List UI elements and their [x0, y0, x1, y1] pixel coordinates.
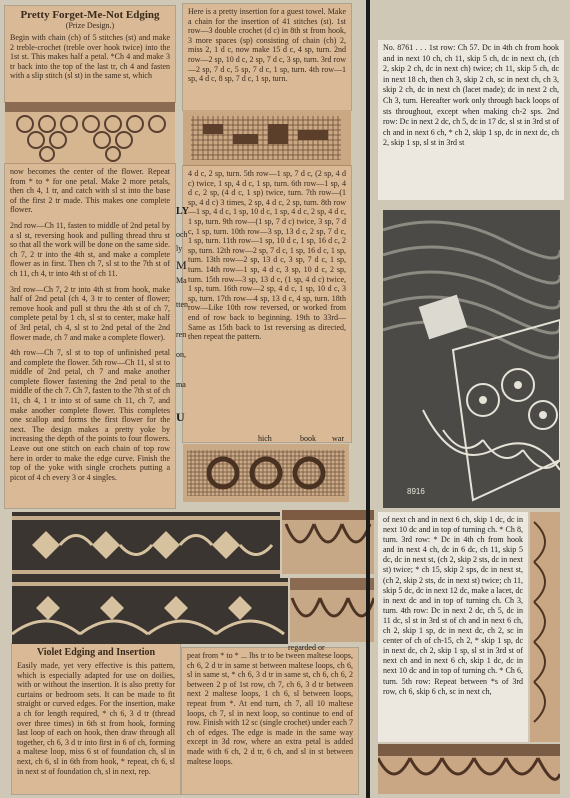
filet-rows-body: 4 d c, 2 sp, turn. 5th row—1 sp, 7 d c, (2 sp, 4 d c) twice, 1 sp, 4 d c, 1 sp, turn. 6th row—1 sp, 4 d c, 2 sp, (4 d c, 1 sp) twice, turn. 7th row—(1 sp, 4 d c) 3 times, 2 sp, 4 d c, 2 sp, turn. 8th row—1 sp, 4 d c, 1 sp, 10 d c, 1 sp, 4 d c, 2 sp, 4 d c, 1 sp, turn. 9th row—(1 sp, 7 d c) twice, 3 sp, 7 d c, 1 sp, turn. 10th row—3 sp, 13 d c, 2 sp, 7 d c, 1 sp, turn. 11th row—1 sp, 10 d c, 1 sp, 16 d c, 2 sp, turn. 12th row—2 sp, 7 d c, 1 sp, 16 d c, 1 sp, turn. 13th row—2 sp, 13 d c, 3 sp, 7 d c, 1 sp, turn. 14th row—1 sp, 4 d c, 3 sp, 10 d c, 2 sp, turn. 15th row—3 sp, 13 d c, (1 sp, 4 d c) twice, 1 sp, turn. 16th row—2 sp, 4 d c, 1 sp, 10 d c, 3 sp, turn. 17th row—4 sp, 13 d c, 4 sp, turn. 18th row—Like 10th row reversed, or worked from end of row back to beginning. 19th to 33rd—Same as 15th back to 1st reversing as directed, then repeat the pattern.: [188, 169, 346, 342]
fragment-on: on,: [176, 350, 186, 359]
filet-rows-clipping: [183, 166, 351, 442]
violet-edging-image: [12, 578, 288, 644]
fragment-ren: ren: [176, 330, 187, 339]
scallop-edging-svg-1: [282, 510, 374, 574]
right-side-lace-strip: [530, 512, 560, 742]
pattern-8761-text: [378, 40, 564, 200]
fragment-ma: Ma: [176, 276, 187, 285]
violet-continued-body: peat from * to * ... lbs tr to be tween maltese loops, ch 6, 2 d tr in same st between maltese loops, ch 6, sl in same st, * ch 6, 3 d tr in same st, ch 6, ch 6, 2 between 2 p of 1st row, ch 7, ch 6, 3 d tr between next 2 maltese loops, 1 ch 6, sl between loops, repeat from *. At end turn, ch 7, all 10 maltese loops, ch 7, sl in next loop, so continue to end of row. Finish with 12 sc (single crochet) under each 7 ch of edges. The edge is made in the same way except in 3d row, where an extra petal is added made with 6 ch, 2 d tr, 6 ch, and sl in st between maltese loops.: [187, 651, 353, 766]
bottom-right-lace-svg: [378, 744, 560, 794]
filet-insertion-image: [183, 110, 351, 166]
forget-me-not-intro: Begin with chain (ch) of 5 stitches (st) and make 2 treble-crochet (treble over hook twice) into the 1st st. This makes half a petal. *Ch 4 and make 3 tr back into the top of the last tr, ch 4 and fasten with a slip stitch (sl st) in the same st, which: [10, 33, 170, 81]
fragment-u: U: [176, 410, 185, 424]
fragment-regarded: regarded or: [288, 643, 325, 652]
violet-edging-svg: [12, 578, 288, 644]
forget-me-not-body-5: 4th row—Ch 7, sl st to top of unfinished petal and complete the flower. 5th row—Ch 11, sl st to middle of 2nd petal, ch 7 and make another complete flower fastening the 2nd petal to the middle of the ch 7. Ch 7, fasten to the 7th st of ch 11, ch 4, 1 tr into st of same ch 11, ch 7, and make another complete flower. This completes one scallop and forms the first flower for the next. The design makes a pretty yoke by increasing the depth of the points to four flowers. Leave out one stitch on each chain of top row here in order to make the edge curve. Finish the top of the yoke with single crochets putting a picot of 4 ch every 3 or 4 singles.: [10, 348, 170, 482]
bottom-right-lace: [378, 744, 560, 794]
violet-clipping: [12, 644, 180, 794]
fragment-och: och: [176, 230, 188, 239]
forget-me-not-clipping: [5, 6, 175, 102]
fragment-tten: tten: [176, 300, 188, 309]
right-lace-svg: [530, 512, 560, 742]
forget-me-not-lace-image: [5, 102, 175, 164]
guest-towel-insertion-clipping: [183, 4, 351, 110]
violet-continued-clipping: [182, 648, 358, 794]
forget-me-not-body-4: 3rd row—Ch 7, 2 tr into 4th st from hook, make half of 2nd petal (ch 4, 3 tr to center of flower; remove hook and pull st thru the 4th st of ch 7, complete petal by 1 ch, sl st to center, make half of 3rd petal, ch 4, sl st to 2nd petal of the 2nd flower made, ch 7 and make a complete flower).: [10, 284, 170, 342]
violet-body: Easily made, yet very effective is this pattern, which is especially adapted for use on doilies, with or without the insertion. It is also pretty for curtains or bedroom sets. It can be made to fit straight or curved edges. For the insertion, make a ch for length required, * ch 6, 3 d tr (thread over three times) in 6th st from hook, forming last loop of each on hook, then draw through all together, ch 6, 3 d tr into first in 6 of ch, forming a maltese loop, miss 6 st of foundation ch, sl in next, ch 6, sl in 6th from hook, * repeat, ch 6, sl in next st of foundation ch, sl in next, rep.: [17, 661, 175, 776]
forget-me-not-title: Pretty Forget-Me-Not Edging: [20, 9, 160, 21]
pattern-8761-body: No. 8761 . . . 1st row: Ch 57. Dc in 4th ch from hook and in next 10 ch, ch 11, skip 5 ch, dc in next ch, (ch 2, skip 2 ch, dc in next ch) twice; ch 11, skip 5 ch, dc in next 18 ch, then ch 3, skip 2 ch, sc in next ch, ch 3, skip 2 ch, dc in next ch (lacet made); dc in next 2 ch, Ch 3, turn. Hereafter work only through back loops of sts throughout, except when making ch-2 sps. 2nd row: Dc in next 2 dc, ch 5, dc in 17 dc, sl st in 3rd st of ch and in next 6 ch, * ch 2, skip 1 sp, dc in next dc, ch 2, skip 1 sp, sl st in 3rd st: [383, 43, 559, 148]
forget-me-not-subtitle: (Prize Design.): [65, 21, 115, 30]
fragment-ly2: ly: [176, 244, 183, 253]
circle-insertion-image: [183, 444, 349, 502]
forget-me-not-continued: [5, 164, 175, 508]
violet-insertion-image: [12, 512, 280, 578]
forget-me-not-body-2: now becomes the center of the flower. Repeat from * to * for one petal. Make 2 more petals, then ch 4, 1 tr, and catch with sl st into the base of the first 2 tr made. This makes one complete flower.: [10, 167, 170, 215]
fragment-book: book: [300, 434, 316, 443]
lace-photo-svg: [383, 210, 560, 508]
pattern-8761-continued: [378, 512, 528, 742]
filet-grid-svg: [183, 110, 351, 166]
fragment-ma2: ma: [176, 380, 186, 389]
fragment-ly: LY: [176, 206, 189, 217]
scallop-edging-svg-2: [290, 578, 374, 642]
fragment-war: war: [332, 434, 344, 443]
pattern-8761-continued-body: of next ch and in next 6 ch, skip 1 dc, dc in next 10 dc and in top of turning ch. * Ch 8, turn. 3rd row: * Dc in 4th ch from hook and in next 4 ch, dc in 6 dc, ch 11, skip 5 dc, dc in next st, (ch 2, skip 2 sts, dc in next st) twice; * ch 15, skip 2 sps, dc in next st, (ch 2, skip 2 sts, dc in next st) twice; ch 11, skip 5 dc, dc in next 12 dc, make a lacet, dc in next dc and in top of turning ch. Ch 3, turn. 4th row: Dc in next 2 dc, ch 5, dc in 11 dc, sl st in 3rd st of ch and in next 6 ch, ch 2, skip 1 sp, dc in next dc, ch 2, sc in center of ch of ch-15, ch 2, * skip 1 sp, dc in next dc, ch 2, skip 1 sp, sl st in 3rd st of next ch and in next 6 ch, skip 1 dc, dc in next 10 dc and in top of turning ch. * Ch 6, turn. 5th row: Repeat between *s of 3rd row, ch 6, skip 6 ch, sc in next ch,: [383, 515, 523, 696]
lace-photo: [383, 210, 560, 508]
circle-filet-svg: [183, 444, 349, 502]
fragment-hich: hich: [258, 434, 272, 443]
guest-towel-body: Here is a pretty insertion for a guest towel. Make a chain for the insertion of 41 stitches (st). 1st row—3 double crochet (d c) in 8th st from hook, 3 more spaces (sp) consisting of chain (ch) 2, miss 2, 1 d c, now make 15 d c, 4 sp, turn. 2nd row—2 sp, 10 d c, 2 sp, 7 d c, 3 sp, turn. 3rd row—2 sp, 7 d c, 5 sp, 7 d c, 1 sp, turn. 4th row—1 sp, 4 d c, 8 sp, 7 d c, 1 sp, turn.: [188, 7, 346, 84]
forget-me-not-body-3: 2nd row—Ch 11, fasten to middle of 2nd petal by a sl st, reversing hook and pulling thread thru st so that all the work will be done on the same side. ch 7, 2 tr into the 4th st, and make a complete flower as in first. Then ch 7, sl st to the 7th st of ch 11, ch 4, tr into 4th st of ch 11.: [10, 220, 170, 278]
fragment-m: M: [176, 258, 187, 272]
scallop-edging-image-1: [282, 510, 374, 574]
scallop-edging-image-2: [290, 578, 374, 642]
violet-title: Violet Edging and Insertion: [36, 647, 156, 658]
photo-caption: 8916: [407, 487, 425, 496]
page-divider: [366, 0, 370, 798]
violet-insertion-svg: [12, 512, 280, 578]
flower-lace-svg: [5, 102, 175, 164]
